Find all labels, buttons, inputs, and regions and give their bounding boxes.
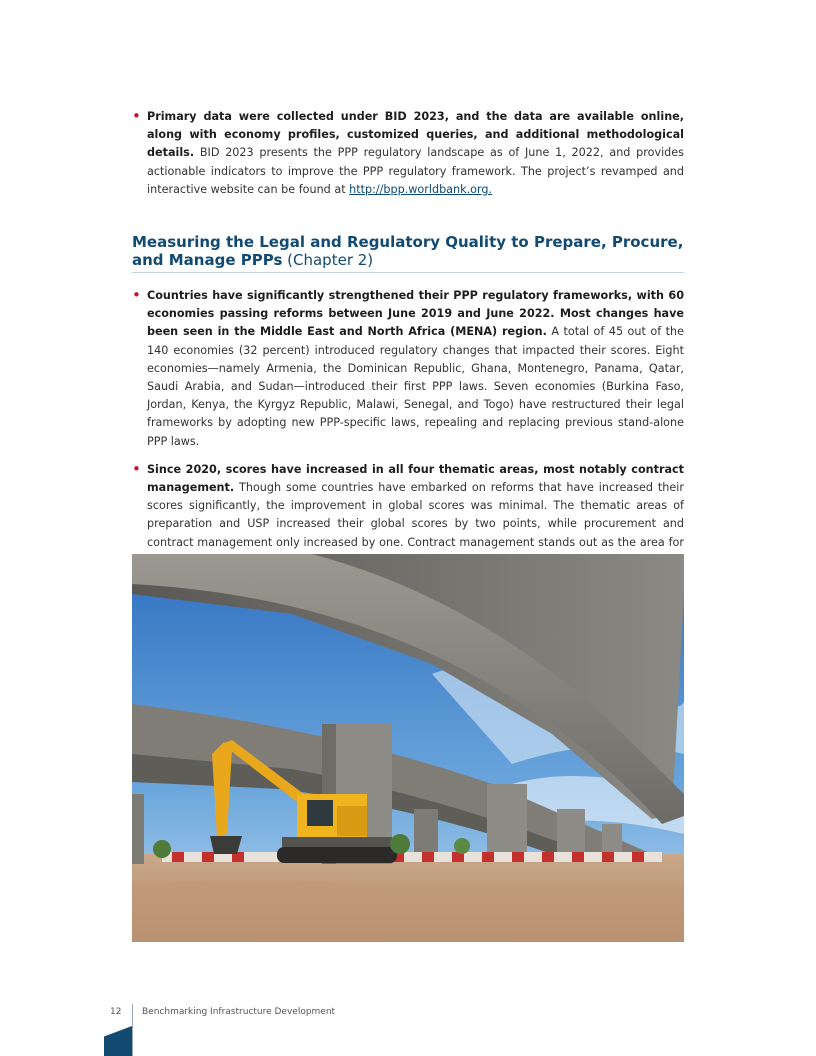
footer-divider <box>132 1004 133 1056</box>
section-heading <box>132 233 684 273</box>
bullet-regulatory-frameworks <box>132 287 684 451</box>
page-number: 12 <box>110 1007 122 1017</box>
corner-tab-decoration <box>104 1026 132 1056</box>
bullet-body-text: Though some countries have embarked on reforms that have increased their scores significantly, the improvement in global scores was minimal. The thematic areas of preparation and USP increased their global scores by two points, while procurement and contract management only increased by one. Contract management stands out as the area for <box>147 481 684 549</box>
website-link[interactable]: http://bpp.worldbank.org. <box>349 182 493 196</box>
section-heading-title: Measuring the Legal and Regulatory Quality to Prepare, Procure, and Manage PPPs <box>132 233 684 270</box>
bullet-body-text: BID 2023 presents the PPP regulatory landscape as of June 1, 2022, and provides actionable indicators to improve the PPP regulatory framework. The project’s revamped and interactive website can be found at <box>147 146 684 196</box>
bullet-bold-text: Countries have significantly strengthened their PPP regulatory frameworks, with 60 economies passing reforms between June 2019 and June 2022. Most changes have been seen in the Middle East and North Africa (MENA) region. <box>147 289 684 339</box>
main-content <box>132 108 684 570</box>
bullet-marker: • <box>132 286 141 305</box>
overpass-construction-photo <box>132 554 684 942</box>
bullet-body-text: A total of 45 out of the 140 economies (32 percent) introduced regulatory changes that impacted their scores. Eight economies—namely Armenia, the Dominican Republic, Ghana, Montenegro, Panama, Qatar, Saudi Arabia, and Sudan—introduced their first PPP laws. Seven economies (Burkina Faso, Jordan, Kenya, the Kyrgyz Republic, Malawi, Senegal, and Togo) have restructured their legal frameworks by adopting new PPP-specific laws, repealing and replacing previous stand-alone PPP laws. <box>147 325 684 448</box>
bullet-primary-data <box>132 108 684 199</box>
section-heading-chapter: (Chapter 2) <box>282 251 374 270</box>
bullet-marker: • <box>132 459 141 478</box>
page-footer <box>0 1004 816 1056</box>
footer-title: Benchmarking Infrastructure Development <box>142 1007 336 1017</box>
bullet-marker: • <box>132 107 141 125</box>
bullet-bold-text: Since 2020, scores have increased in all four thematic areas, most notably contract management. <box>147 462 684 495</box>
bullet-bold-text: Primary data were collected under BID 2023, and the data are available online, along with economy profiles, customized queries, and additional methodological details. <box>147 110 684 160</box>
